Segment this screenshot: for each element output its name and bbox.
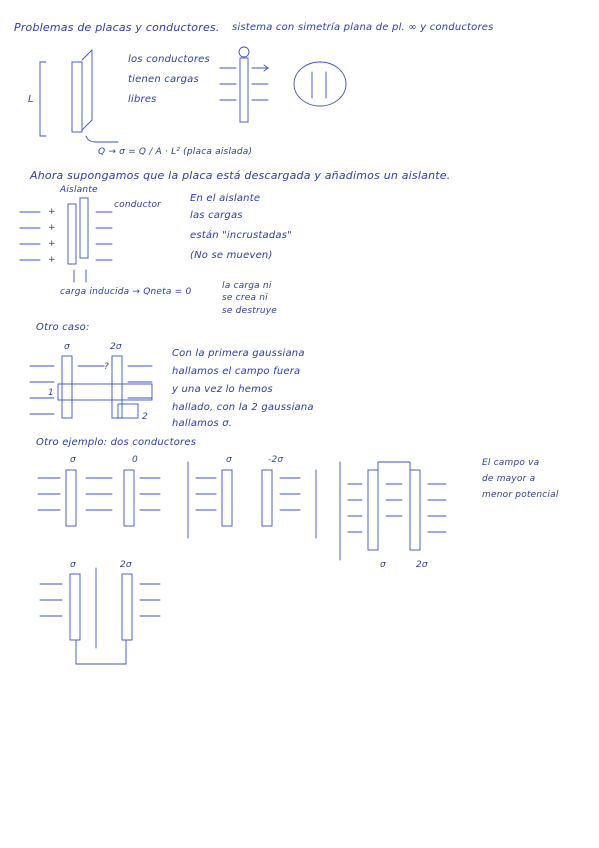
section3-note-2: hallamos el campo fuera (172, 366, 301, 377)
section3-sigma-right: 2σ (110, 342, 122, 352)
page-title: Problemas de placas y conductores. (14, 21, 220, 34)
section4-sigma-b: σ (226, 455, 232, 465)
section1-line-1: los conductores (128, 54, 210, 65)
plate-sketch-1 (40, 47, 346, 142)
section3-note-4: hallado, con la 2 gaussiana (172, 402, 314, 413)
section3-note-3: y una vez lo hemos (172, 384, 273, 395)
section4-sigma-c2: 2σ (416, 560, 428, 570)
section2-note-1: En el aislante (190, 193, 261, 204)
label-conductor: conductor (114, 200, 162, 210)
section2-bottom-right-1: la carga ni (222, 281, 272, 291)
section2-bottom-right-3: se destruye (222, 306, 278, 316)
section2-bottom-right-2: se crea ni (222, 293, 268, 303)
gauss-label-2: 2 (142, 412, 148, 422)
section4-sigma-a: σ (70, 455, 76, 465)
section2-bottom-left: carga inducida → Qneta = 0 (60, 287, 192, 297)
two-conductors-sketch-a (38, 470, 160, 526)
svg-text:+: + (48, 223, 56, 233)
section2-note-4: (No se mueven) (190, 250, 273, 261)
section4-sigma-b2: -2σ (268, 455, 284, 465)
section4-sigma-a0: 0 (132, 455, 138, 465)
section4-heading: Otro ejemplo: dos conductores (36, 437, 197, 448)
gauss-sketch (30, 356, 152, 418)
section4-sigma-c: σ (380, 560, 386, 570)
aislante-sketch (20, 198, 112, 282)
section1-label-L: L (28, 94, 34, 105)
section4-note-1: El campo va (482, 458, 540, 468)
page-subtitle: sistema con simetría plana de pl. ∞ y conductores (232, 22, 494, 33)
section3-note-5: hallamos σ. (172, 418, 233, 429)
label-aislante: Aislante (60, 185, 98, 195)
section3-heading: Otro caso: (36, 322, 90, 333)
two-conductors-sketch-b (188, 462, 316, 538)
section5-sigma-right: 2σ (120, 560, 132, 570)
section5-sigma-left: σ (70, 560, 76, 570)
section1-line-3: libres (128, 94, 157, 105)
svg-text:+: + (48, 207, 56, 217)
section4-note-2: de mayor a (482, 474, 536, 484)
section2-note-3: están "incrustadas" (190, 230, 292, 241)
section5-sketch (40, 568, 160, 664)
two-conductors-sketch-c (340, 462, 446, 560)
svg-text:+: + (48, 255, 56, 265)
section1-line-2: tienen cargas (128, 74, 199, 85)
section4-note-3: menor potencial (482, 490, 559, 500)
section3-note-1: Con la primera gaussiana (172, 348, 305, 359)
section1-formula: Q → σ = Q / A · L² (placa aislada) (98, 147, 253, 157)
gauss-label-q: ? (104, 362, 109, 372)
svg-text:+: + (48, 239, 56, 249)
section2-heading: Ahora supongamos que la placa está descargada y añadimos un aislante. (30, 169, 451, 182)
section3-sigma-left: σ (64, 342, 70, 352)
gauss-label-1: 1 (48, 388, 54, 398)
section2-note-2: las cargas (190, 210, 243, 221)
